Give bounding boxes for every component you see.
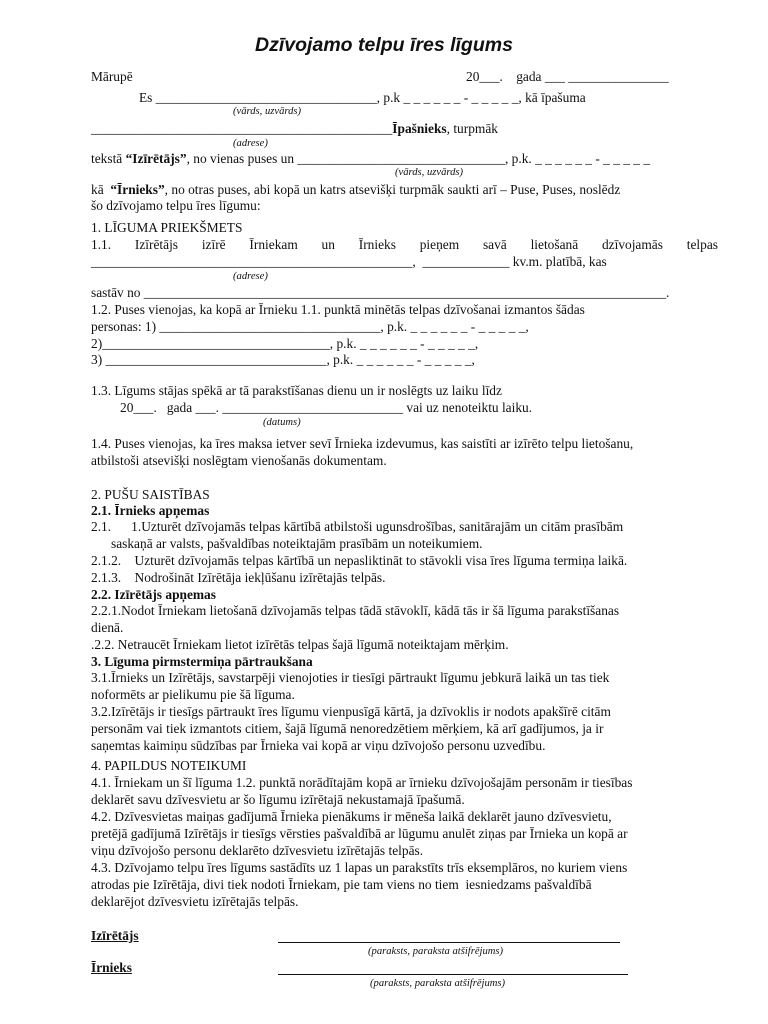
- tenant-term: “Īrnieks”: [110, 182, 165, 197]
- tenant-signature-line: [278, 974, 628, 975]
- clause-2-2-1-line-2: dienā.: [91, 620, 124, 635]
- clause-4-2-line-2: pretējā gadījumā Izīrētājs ir tiesīgs vērsties pašvaldībā ar lūgumu anulēt ziņas par Īrnieka un kopā ar: [91, 826, 628, 841]
- clause-1-4-line-1: 1.4. Puses vienojas, ka īres maksa ietver sevī Īrnieka izdevumus, kas saistīti ar izīrēto telpu lietošanu,: [91, 436, 634, 451]
- party-line-4-pre: kā: [91, 182, 111, 197]
- section-2-heading: 2. PUŠU SAISTĪBAS: [91, 487, 210, 502]
- clause-1-1-line-1: 1.1. Izīrētājs izīrē Īrniekam un Īrnieks pieņem savā lietošanā dzīvojamās telpas: [91, 237, 718, 252]
- clause-4-1-line-1: 4.1. Īrniekam un šī līguma 1.2. punktā norādītajām kopā ar īrnieku dzīvojošajām personām ir tiesības: [91, 775, 633, 790]
- clause-2-2-2: .2.2. Netraucēt Īrniekam lietot izīrētās telpas šajā līgumā noteiktajam mērķim.: [91, 637, 509, 652]
- clause-4-2-line-1: 4.2. Dzīvesvietas maiņas gadījumā Īrnieka pienākums ir mēneša laikā deklarēt jauno dzīvesvietu,: [91, 809, 612, 824]
- clause-1-2-line-4: 3) _________________________________, p.k. _ _ _ _ _ _ - _ _ _ _ _,: [91, 352, 475, 367]
- landlord-term: “Izīrētājs”: [125, 151, 187, 166]
- clause-3-2-line-2: personām vai tiek izmantots citiem, šajā līgumā nenoredzētiem mērķiem, kā arī gadījumos, ja ir: [91, 721, 604, 736]
- clause-1-1-line-3: sastāv no ______________________________________________________________________________.: [91, 285, 670, 300]
- landlord-signature-line: [278, 942, 620, 943]
- hint-name-1: (vārds, uzvārds): [233, 106, 302, 117]
- party-line-1: Es _________________________________, p.k _ _ _ _ _ _ - _ _ _ _ _, kā īpašuma: [139, 90, 586, 105]
- clause-3-2-line-1: 3.2.Izīrētājs ir tiesīgs pārtraukt īres līgumu vienpusīgā kārtā, ja dzīvoklis ir nodots apakšīrē citām: [91, 704, 611, 719]
- section-3-heading: 3. Līguma pirmstermiņa pārtraukšana: [91, 654, 313, 669]
- party-line-4-rest: , no otras puses, abi kopā un katrs atsevišķi turpmāk saukti arī – Puse, Puses, noslēdz: [164, 182, 621, 197]
- clause-2-1-2: 2.1.2. Uzturēt dzīvojamās telpas kārtībā un nepasliktināt to stāvokli visa īres līguma termiņa laikā.: [91, 553, 628, 568]
- clause-4-1-line-2: deklarēt savu dzīvesvietu ar šo līgumu izīrētajā nekustamajā īpašumā.: [91, 792, 465, 807]
- party-line-3-pre: tekstā: [91, 151, 126, 166]
- party-line-5: šo dzīvojamo telpu īres līgumu:: [91, 198, 261, 213]
- hint-address-1: (adrese): [233, 138, 268, 149]
- party-line-2: [91, 121, 498, 137]
- hint-signature-2: (paraksts, paraksta atšifrējums): [370, 978, 506, 989]
- clause-4-3-line-3: deklarējot dzīvesvietu izīrētajās telpās.: [91, 894, 299, 909]
- clause-2-1-1-line-2: saskaņā ar valsts, pašvaldības noteiktajām prasībām un noteikumiem.: [111, 536, 483, 551]
- clause-1-1-line-2: ________________________________________________, _____________ kv.m. platībā, kas: [91, 254, 607, 269]
- clause-1-2-line-3: 2)__________________________________, p.k. _ _ _ _ _ _ - _ _ _ _ _,: [91, 336, 479, 351]
- hint-signature-1: (paraksts, paraksta atšifrējums): [368, 946, 504, 957]
- place: Mārupē: [91, 69, 133, 84]
- party-line-2-rest: , turpmāk: [446, 121, 498, 136]
- party-line-3: [91, 151, 650, 167]
- hint-date: (datums): [263, 417, 301, 428]
- landlord-signature-label: Izīrētājs: [91, 928, 139, 943]
- clause-1-3-line-2: 20___. gada ___. ___________________________ vai uz nenoteiktu laiku.: [120, 400, 533, 415]
- clause-1-3-line-1: 1.3. Līgums stājas spēkā ar tā parakstīšanas dienu un ir noslēgts uz laiku līdz: [91, 383, 502, 398]
- clause-3-1-line-1: 3.1.Īrnieks un Izīrētājs, savstarpēji vienojoties ir tiesīgi pārtraukt līgumu jebkurā laikā un tas tiek: [91, 670, 610, 685]
- section-1-heading: 1. LĪGUMA PRIEKŠMETS: [91, 220, 243, 235]
- owner-term: Īpašnieks: [392, 121, 447, 136]
- section-4-heading: 4. PAPILDUS NOTEIKUMI: [91, 758, 247, 773]
- clause-4-3-line-1: 4.3. Dzīvojamo telpu īres līgums sastādīts uz 1 lapas un parakstīts trīs eksemplāros, no kuriem viens: [91, 860, 628, 875]
- document-title: Dzīvojamo telpu īres līgums: [255, 34, 513, 56]
- clause-3-2-line-3: saņemtas kaimiņu sūdzības par Īrnieka vai kopā ar viņu dzīvojošo personu uzvedību.: [91, 738, 546, 753]
- party-line-3-rest: , no vienas puses un _______________________________, p.k. _ _ _ _ _ _ - _ _ _ _ _: [186, 151, 651, 166]
- clause-4-3-line-2: atrodas pie Izīrētāja, divi tiek nodoti Īrniekam, pie tam viens no tiem iesniedzams pašvaldībā: [91, 877, 592, 892]
- date-line: 20___. gada ___ _______________: [466, 69, 669, 84]
- clause-4-2-line-3: viņu dzīvojošo personu deklarēto dzīvesvietu izīrētajās telpās.: [91, 843, 424, 858]
- subsection-2-1-heading: 2.1. Īrnieks apņemas: [91, 503, 210, 518]
- clause-1-2-line-1: 1.2. Puses vienojas, ka kopā ar Īrnieku 1.1. punktā minētās telpas dzīvošanai izmantos šādas: [91, 302, 585, 317]
- subsection-2-2-heading: 2.2. Izīrētājs apņemas: [91, 587, 216, 602]
- clause-3-1-line-2: noformēts ar pielikumu pie šā līguma.: [91, 687, 295, 702]
- clause-2-1-1-line-1: 2.1. 1.Uzturēt dzīvojamās telpas kārtībā atbilstoši ugunsdrošības, sanitārajām un citām prasībām: [91, 519, 624, 534]
- clause-2-1-3: 2.1.3. Nodrošināt Izīrētāja iekļūšanu izīrētajās telpās.: [91, 570, 386, 585]
- tenant-signature-label: Īrnieks: [91, 960, 132, 975]
- clause-2-2-1-line-1: 2.2.1.Nodot Īrniekam lietošanā dzīvojamās telpas tādā stāvoklī, kādā tās ir šā līguma parakstīšanas: [91, 603, 620, 618]
- blank-address-line: _____________________________________________: [91, 121, 393, 136]
- party-line-4: [91, 182, 620, 198]
- hint-address-2: (adrese): [233, 271, 268, 282]
- clause-1-2-line-2: personas: 1) _________________________________, p.k. _ _ _ _ _ _ - _ _ _ _ _,: [91, 319, 529, 334]
- clause-1-4-line-2: atbilstoši atsevišķi noslēgtam vienošanās dokumentam.: [91, 453, 387, 468]
- hint-name-2: (vārds, uzvārds): [395, 167, 464, 178]
